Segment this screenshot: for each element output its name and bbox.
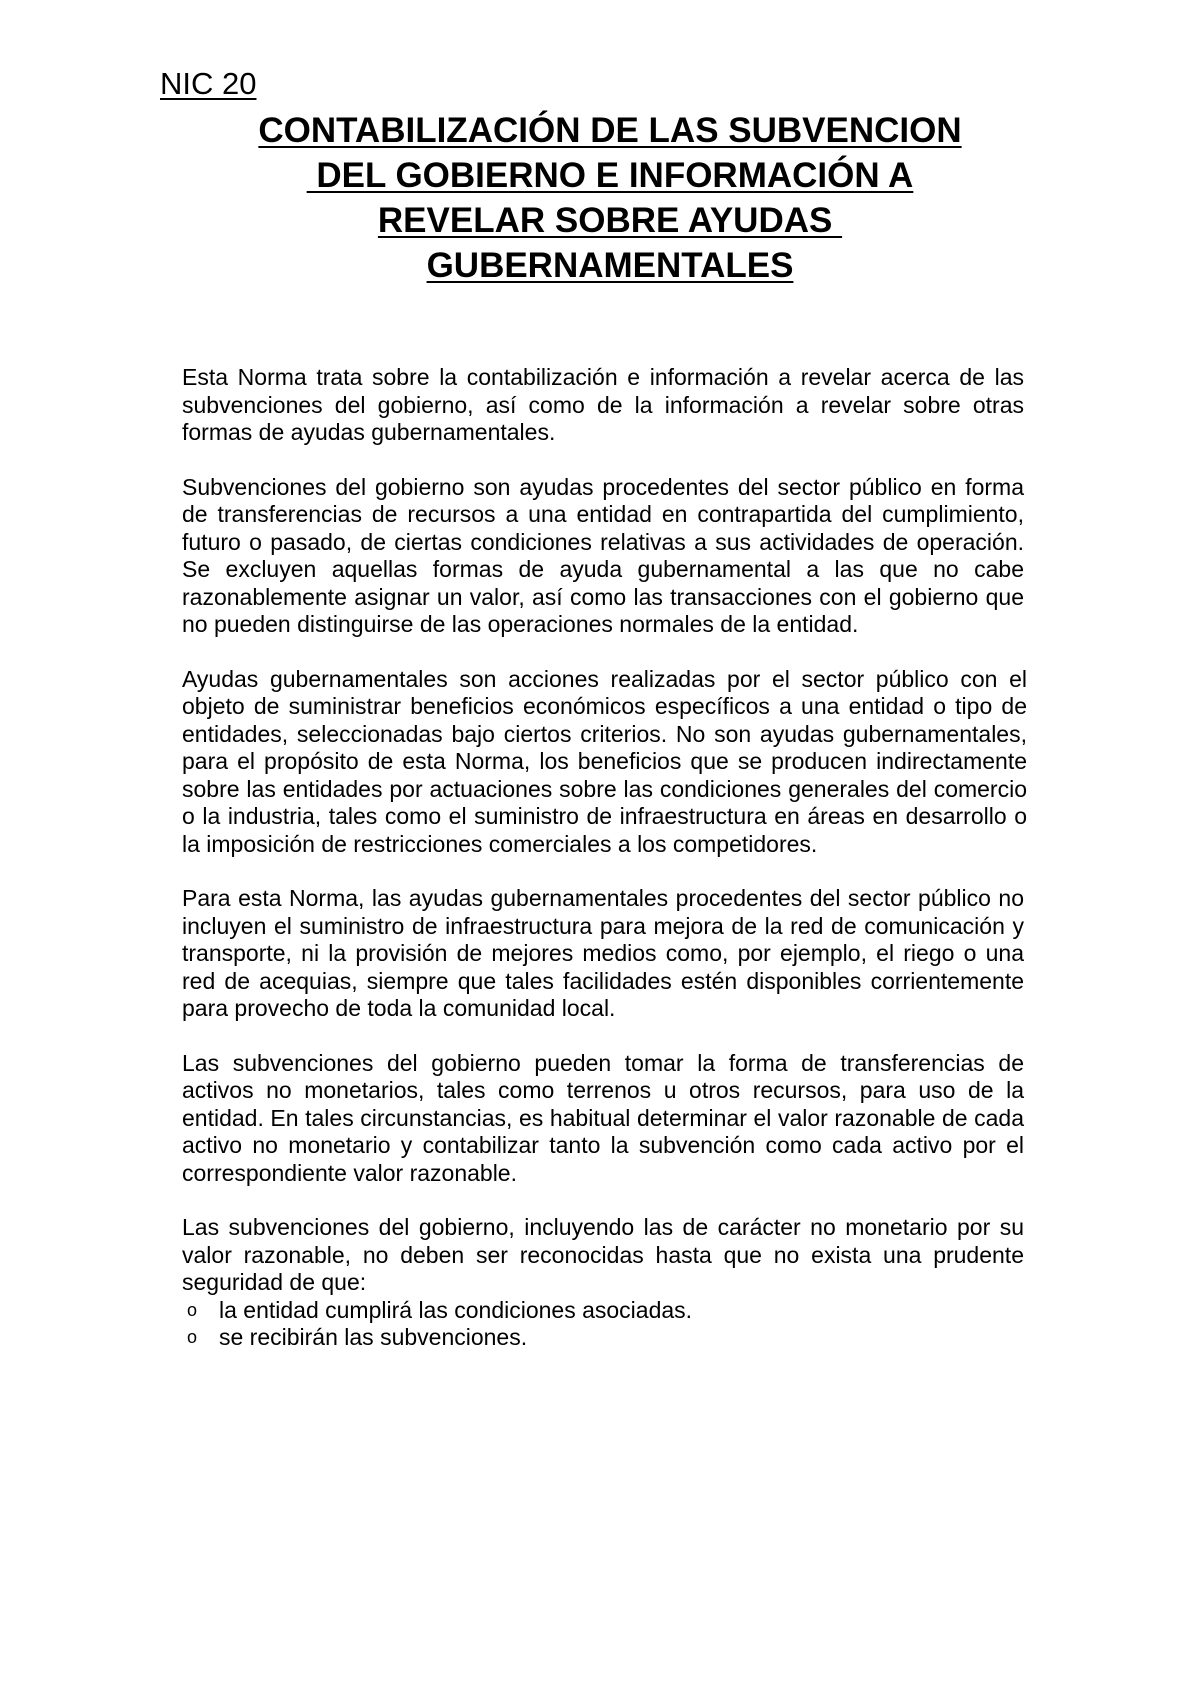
- list-item-text: la entidad cumplirá las condiciones asociadas.: [219, 1296, 693, 1323]
- intro-paragraph: Esta Norma trata sobre la contabilización e información a revelar acerca de las subvenciones del gobierno, así como de la información a revelar sobre otras formas de ayudas gubernamentales.: [182, 364, 1024, 445]
- list-item-text: se recibirán las subvenciones.: [219, 1324, 528, 1350]
- recognition-conditions-list: [182, 1297, 1024, 1352]
- title-line: DEL GOBIERNO E INFORMACIÓN A: [306, 156, 914, 195]
- document-title: [160, 108, 1060, 288]
- ayudas-definition-paragraph: Ayudas gubernamentales son acciones realizadas por el sector público con el objeto de suministrar beneficios económicos específicos a una entidad o tipo de entidades, seleccionadas bajo ciertos criterios. No son ayudas gubernamentales, para el propósito de esta Norma, los beneficios que se producen indirectamente sobre las entidades por actuaciones sobre las condiciones generales del comercio o la industria, tales como el suministro de infraestructura en áreas en desarrollo o la imposición de restricciones comerciales a los competidores.: [182, 665, 1027, 857]
- infrastructure-paragraph: Para esta Norma, las ayudas gubernamentales procedentes del sector público no incluyen el suministro de infraestructura para mejora de la red de comunicación y transporte, ni la provisión de mejores medios como, por ejemplo, el riego o una red de acequias, siempre que tales facilidades estén disponibles corrientemente para provecho de toda la comunidad local.: [182, 885, 1024, 1021]
- title-line: GUBERNAMENTALES: [426, 246, 794, 285]
- subvenciones-definition-paragraph: Subvenciones del gobierno son ayudas procedentes del sector público en forma de transferencias de recursos a una entidad en contrapartida del cumplimiento, futuro o pasado, de ciertas condiciones relativas a sus actividades de operación. Se excluyen aquellas formas de ayuda gubernamental a las que no cabe razonablemente asignar un valor, así como las transacciones con el gobierno que no pueden distinguirse de las operaciones normales de la entidad.: [182, 473, 1024, 637]
- bullet-circle-icon: o: [187, 1299, 198, 1320]
- title-line: CONTABILIZACIÓN DE LAS SUBVENCION: [258, 111, 962, 150]
- document-body: [182, 364, 1027, 1352]
- non-monetary-grants-paragraph: Las subvenciones del gobierno pueden tomar la forma de transferencias de activos no monetarios, tales como terrenos u otros recursos, para uso de la entidad. En tales circunstancias, es habitual determinar el valor razonable de cada activo no monetario y contabilizar tanto la subvención como cada activo por el correspondiente valor razonable.: [182, 1049, 1024, 1186]
- recognition-paragraph: Las subvenciones del gobierno, incluyendo las de carácter no monetario por su valor razonable, no deben ser reconocidas hasta que no exista una prudente seguridad de que:: [182, 1214, 1024, 1295]
- title-line: REVELAR SOBRE AYUDAS: [377, 201, 843, 240]
- bullet-circle-icon: o: [187, 1327, 198, 1347]
- standard-code: NIC 20: [160, 66, 257, 101]
- list-item: [182, 1324, 1024, 1352]
- list-item: [182, 1297, 1024, 1325]
